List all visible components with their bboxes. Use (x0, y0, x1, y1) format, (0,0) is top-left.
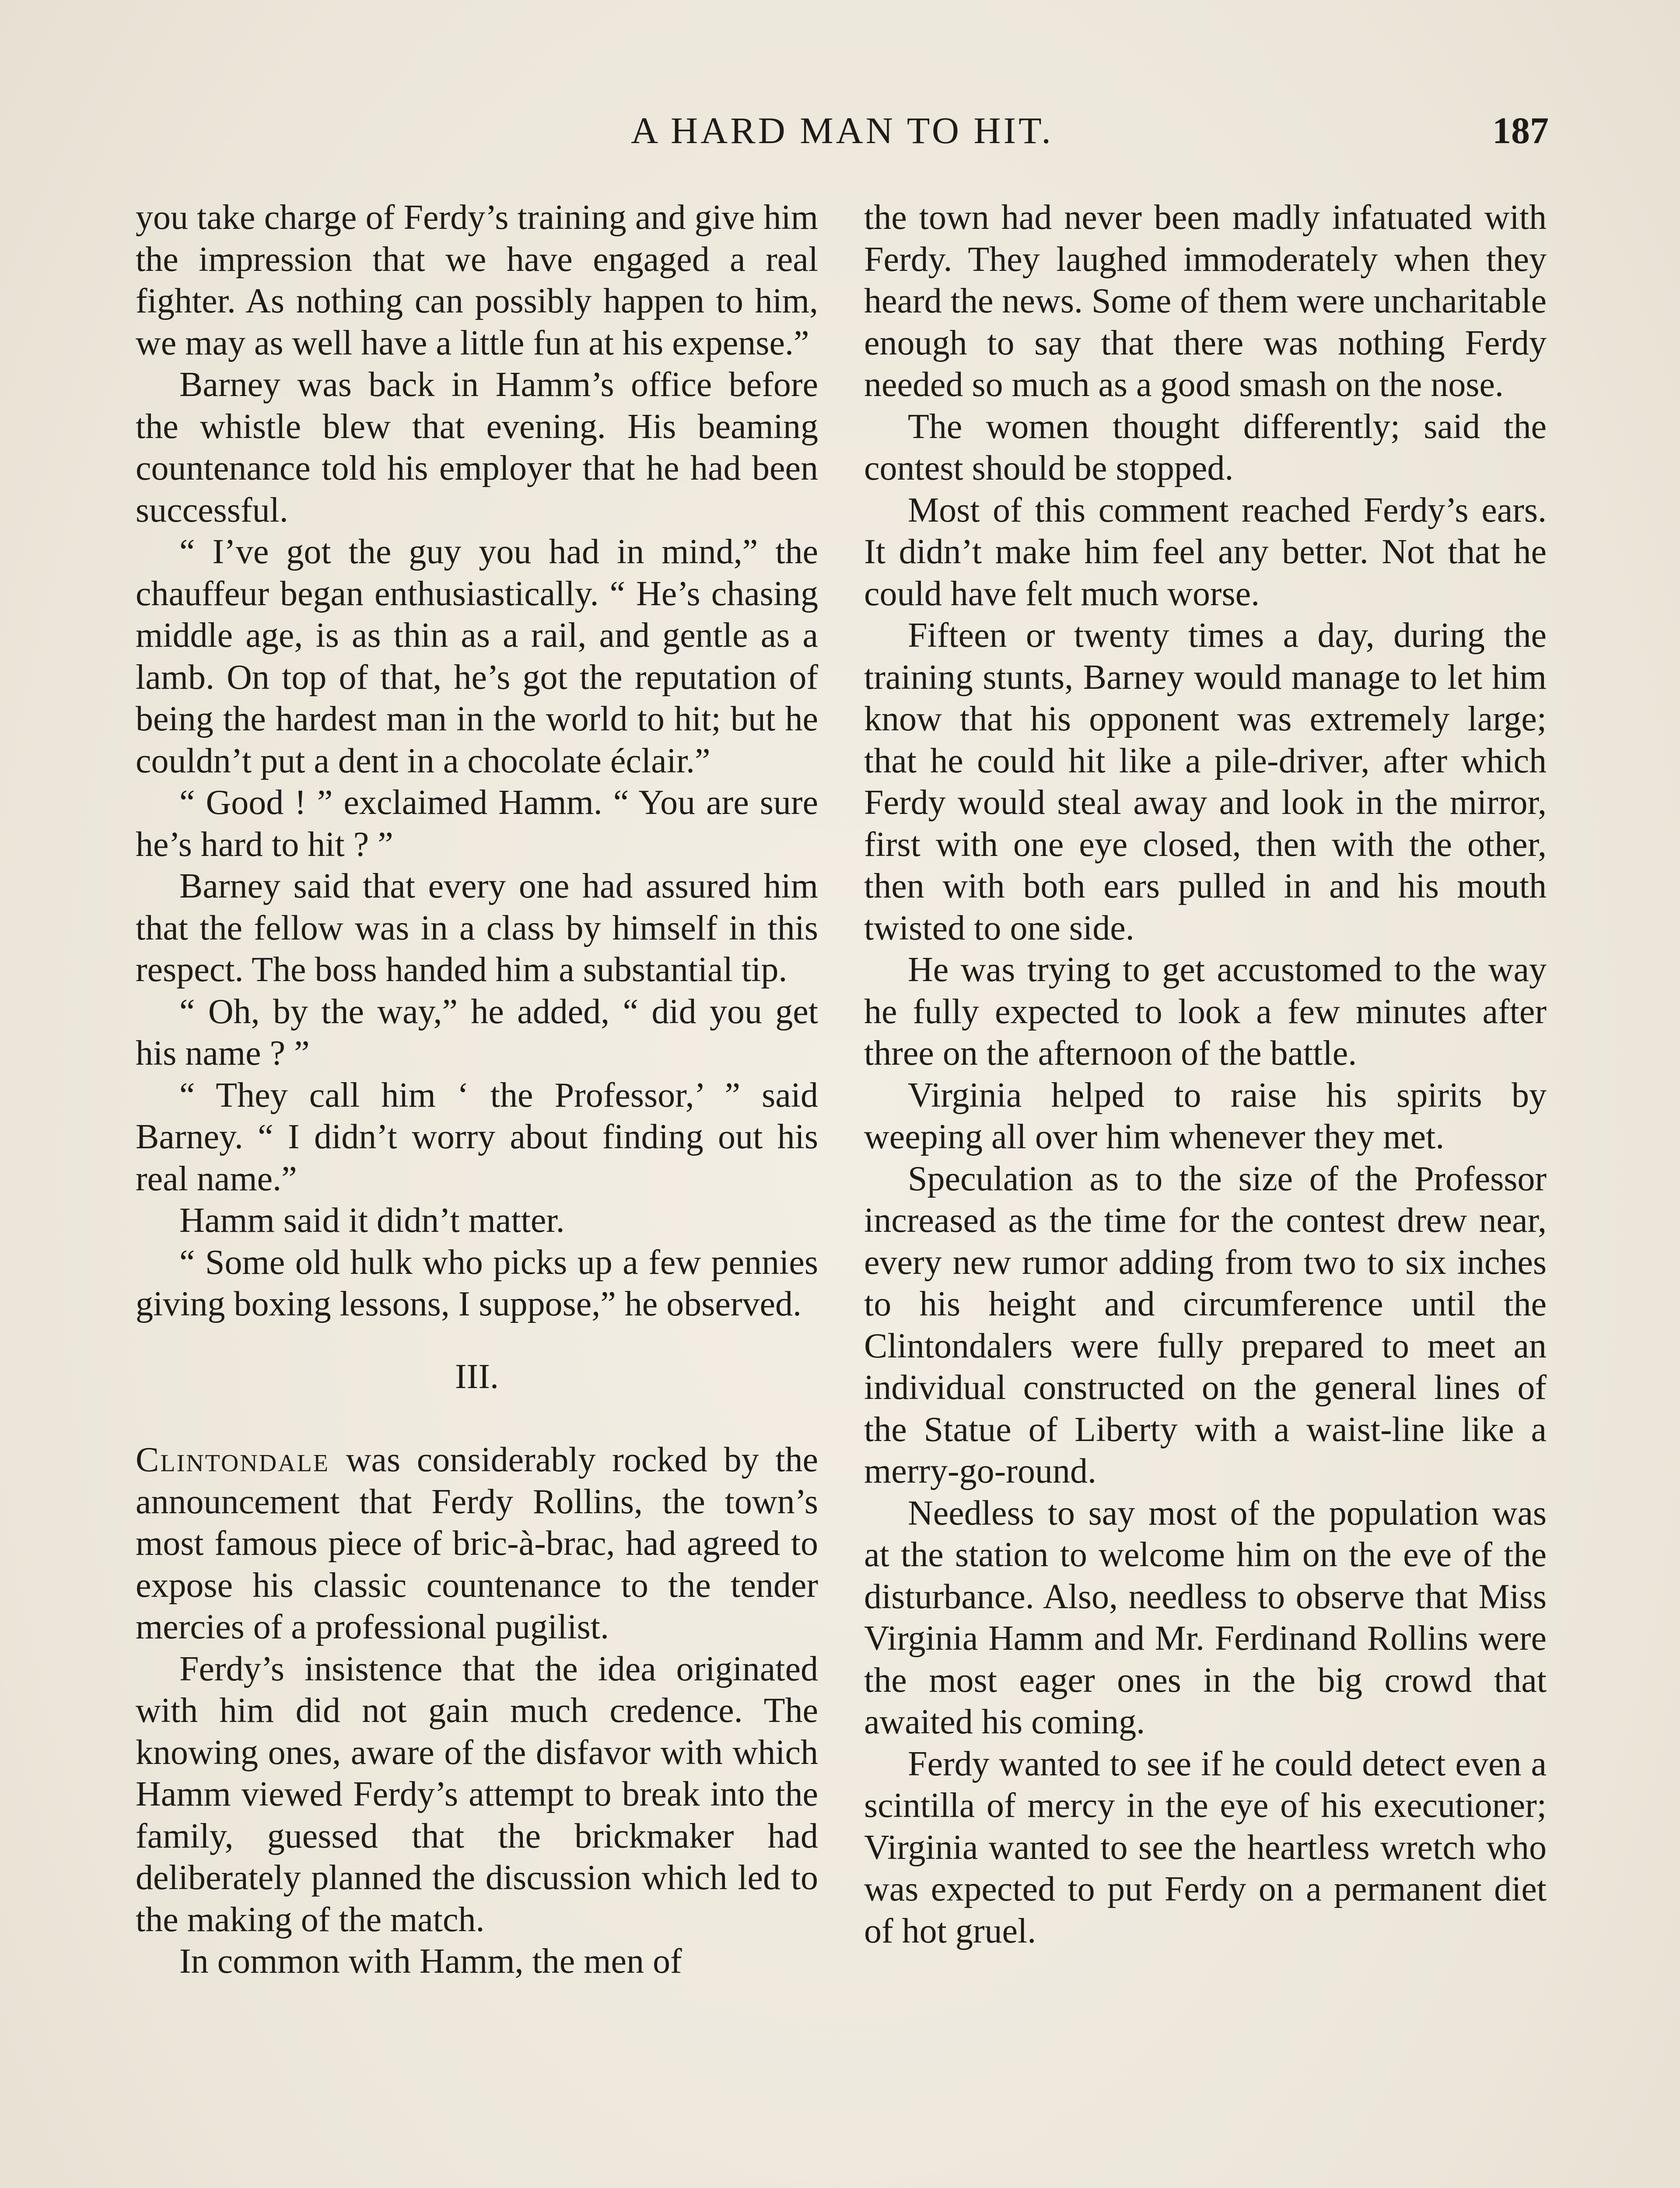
paragraph: Needless to say most of the population was at the station to welcome him on the eve of the disturbance. Also, needless to observe that Miss Virginia Hamm and Mr. Ferdinand Rollins were the most eager ones in the big crowd that awaited his coming. (864, 1494, 1547, 1741)
paragraph: He was trying to get accustomed to the way he fully expected to look a few minutes after three on the afternoon of the battle. (864, 950, 1547, 1073)
paragraph: Speculation as to the size of the Professor increased as the time for the contest drew near, every new rumor adding from two to six inches to his height and circumference until the Clintondalers were fully prepared to meet an individual constructed on the general lines of the Statue of Liberty with a waist-line like a merry-go-round. (864, 1159, 1547, 1490)
section-opening-word: Clintondale (136, 1441, 330, 1479)
page-header (136, 100, 1549, 161)
section-opening-paragraph (136, 1439, 818, 1648)
paragraph: “ They call him ‘ the Professor,’ ” said Barney. “ I didn’t worry about finding out his real name.” (136, 1076, 818, 1198)
paragraph: The women thought differently; said the contest should be stopped. (864, 407, 1547, 487)
page-number: 187 (1492, 109, 1549, 151)
paragraph: Virginia helped to raise his spirits by weeping all over him whenever they met. (864, 1076, 1547, 1156)
paragraph: Barney was back in Hamm’s office before the whistle blew that evening. His beaming countenance told his employer that he had been successful. (136, 365, 818, 529)
left-column (136, 197, 818, 1983)
paragraph: Fifteen or twenty times a day, during the training stunts, Barney would manage to let him know that his opponent was extremely large; that he could hit like a pile-driver, after which Ferdy would steal away and look in the mirror, first with one eye closed, then with the other, then with both ears pulled in and his mouth twisted to one side. (864, 616, 1547, 947)
paragraph: Most of this comment reached Ferdy’s ears. It didn’t make him feel any better. Not that he could have felt much worse. (864, 491, 1547, 613)
paragraph: Barney said that every one had assured him that the fellow was in a class by himself in this respect. The boss handed him a substantial tip. (136, 867, 818, 989)
paragraph: “ Oh, by the way,” he added, “ did you get his name ? ” (136, 992, 818, 1073)
paragraph: “ I’ve got the guy you had in mind,” the chauffeur began enthusiastically. “ He’s chasing middle age, is as thin as a rail, and gentle as a lamb. On top of that, he’s got the reputation of being the hardest man in the world to hit; but he couldn’t put a dent in a chocolate éclair.” (136, 533, 818, 780)
paragraph: “ Good ! ” exclaimed Hamm. “ You are sure he’s hard to hit ? ” (136, 783, 818, 864)
paragraph: Hamm said it didn’t matter. (179, 1201, 565, 1240)
section-heading: III. (455, 1357, 499, 1396)
paragraph: “ Some old hulk who picks up a few pennies giving boxing lessons, I suppose,” he observed. (136, 1243, 818, 1323)
running-title: A HARD MAN TO HIT. (631, 109, 1054, 151)
paragraph: you take charge of Ferdy’s training and give him the impression that we have engaged a real fighter. As nothing can possibly happen to him, we may as well have a little fun at his expense.” (136, 198, 818, 362)
right-column (864, 197, 1547, 1952)
paragraph: Ferdy’s insistence that the idea originated with him did not gain much credence. The knowing ones, aware of the disfavor with which Hamm viewed Ferdy’s attempt to break into the family, guessed that the brickmaker had deliberately planned the discussion which led to the making of the match. (136, 1649, 818, 1939)
section-opening-text: was considerably rocked by the announcement that Ferdy Rollins, the town’s most famous piece of bric-à-brac, had agreed to expose his classic countenance to the tender mercies of a professional pugilist. (136, 1441, 818, 1646)
paragraph: the town had never been madly infatuated with Ferdy. They laughed immoderately when they heard the news. Some of them were uncharitable enough to say that there was nothing Ferdy needed so much as a good smash on the nose. (864, 198, 1547, 404)
paragraph: In common with Hamm, the men of (179, 1942, 682, 1981)
paragraph: Ferdy wanted to see if he could detect even a scintilla of mercy in the eye of his executioner; Virginia wanted to see the heartless wretch who was expected to put Ferdy on a permanent diet of hot gruel. (864, 1744, 1547, 1950)
